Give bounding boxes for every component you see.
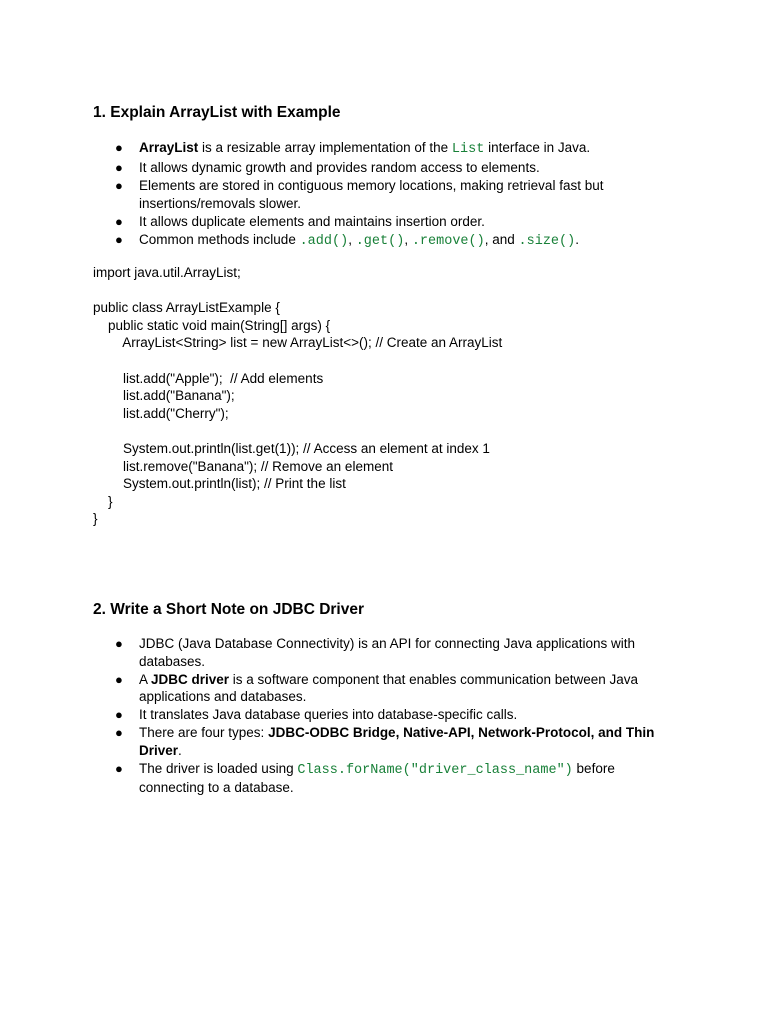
inline-code: .get() (355, 233, 405, 249)
code-line: import java.util.ArrayList; (93, 265, 241, 280)
bullet-text: There are four types: (139, 725, 269, 740)
inline-code: .remove() (411, 233, 485, 249)
code-line: } (93, 511, 98, 527)
code-line (93, 282, 502, 300)
bullet-text: is a resizable array implementation of the (198, 140, 452, 155)
list-item (93, 706, 683, 724)
bullet-text: The driver is loaded using (139, 760, 298, 776)
code-line (93, 422, 502, 440)
list-item (93, 635, 683, 670)
list-item (93, 213, 683, 231)
bullet-text: Elements are stored in contiguous memory locations, making retrieval fast but insertions/removals slower. (139, 178, 604, 211)
bullet-text: . (575, 231, 580, 247)
arraylist-code-example (93, 264, 502, 528)
inline-code: Class.forName("driver_class_name") (297, 762, 573, 778)
list-item (93, 139, 683, 159)
bullet-text: interface in Java. (484, 140, 591, 155)
inline-code: .size() (518, 233, 576, 249)
bullet-text: It allows dynamic growth and provides random access to elements. (139, 160, 540, 175)
bullet-text: It translates Java database queries into database-specific calls. (139, 707, 518, 722)
section1-bullet-list (93, 139, 683, 251)
bullet-text: A (139, 671, 152, 687)
bold-term: JDBC driver (151, 671, 230, 687)
code-line: list.add("Banana"); (93, 388, 235, 404)
bullet-text: It allows duplicate elements and maintains insertion order. (139, 213, 485, 229)
bullet-text: , and (484, 231, 519, 247)
code-line (93, 352, 502, 370)
code-line: System.out.println(list); // Print the list (93, 476, 346, 492)
list-item (93, 671, 683, 706)
code-line: list.remove("Banana"); // Remove an element (93, 458, 393, 474)
bullet-dot-icon: ● (115, 231, 123, 247)
bullet-text: Common methods include (139, 231, 300, 247)
list-item (93, 760, 683, 797)
bullet-dot-icon: ● (115, 760, 123, 776)
list-item (93, 231, 683, 251)
bullet-dot-icon: ● (115, 213, 123, 229)
bullet-dot-icon: ● (115, 140, 123, 155)
bullet-text: , (348, 231, 356, 247)
code-line: public class ArrayListExample { (93, 300, 280, 316)
bullet-dot-icon: ● (115, 671, 123, 687)
inline-code: .add() (299, 233, 349, 249)
list-item (93, 724, 683, 759)
code-line: list.add("Cherry"); (93, 405, 229, 421)
bullet-text: , (404, 231, 412, 247)
code-line: list.add("Apple"); // Add elements (93, 370, 324, 386)
bullet-dot-icon: ● (115, 636, 123, 651)
inline-code: List (451, 142, 485, 157)
list-item (93, 159, 683, 177)
bullet-text: . (178, 742, 182, 758)
bullet-text: before connecting to a database. (139, 760, 615, 795)
code-line: ArrayList<String> list = new ArrayList<>(); // Create an ArrayList (93, 335, 503, 351)
code-line: public static void main(String[] args) { (93, 317, 331, 333)
list-item (93, 177, 683, 212)
section1-title: 1. Explain ArrayList with Example (93, 104, 341, 121)
section2-title: 2. Write a Short Note on JDBC Driver (93, 601, 365, 618)
section2-bullet-list (93, 635, 683, 797)
bullet-dot-icon: ● (115, 707, 123, 722)
code-line: System.out.println(list.get(1)); // Access an element at index 1 (93, 440, 490, 456)
bullet-dot-icon: ● (115, 725, 123, 740)
bullet-dot-icon: ● (115, 160, 123, 175)
code-line: } (93, 493, 113, 509)
bullet-dot-icon: ● (115, 178, 123, 193)
bullet-text: is a software component that enables communication between Java applications and databases. (139, 671, 639, 704)
bullet-text: JDBC (Java Database Connectivity) is an API for connecting Java applications with databases. (139, 636, 635, 669)
bold-term: ArrayList (139, 140, 199, 155)
bold-term: JDBC-ODBC Bridge, Native-API, Network-Protocol, and Thin Driver (139, 725, 655, 758)
